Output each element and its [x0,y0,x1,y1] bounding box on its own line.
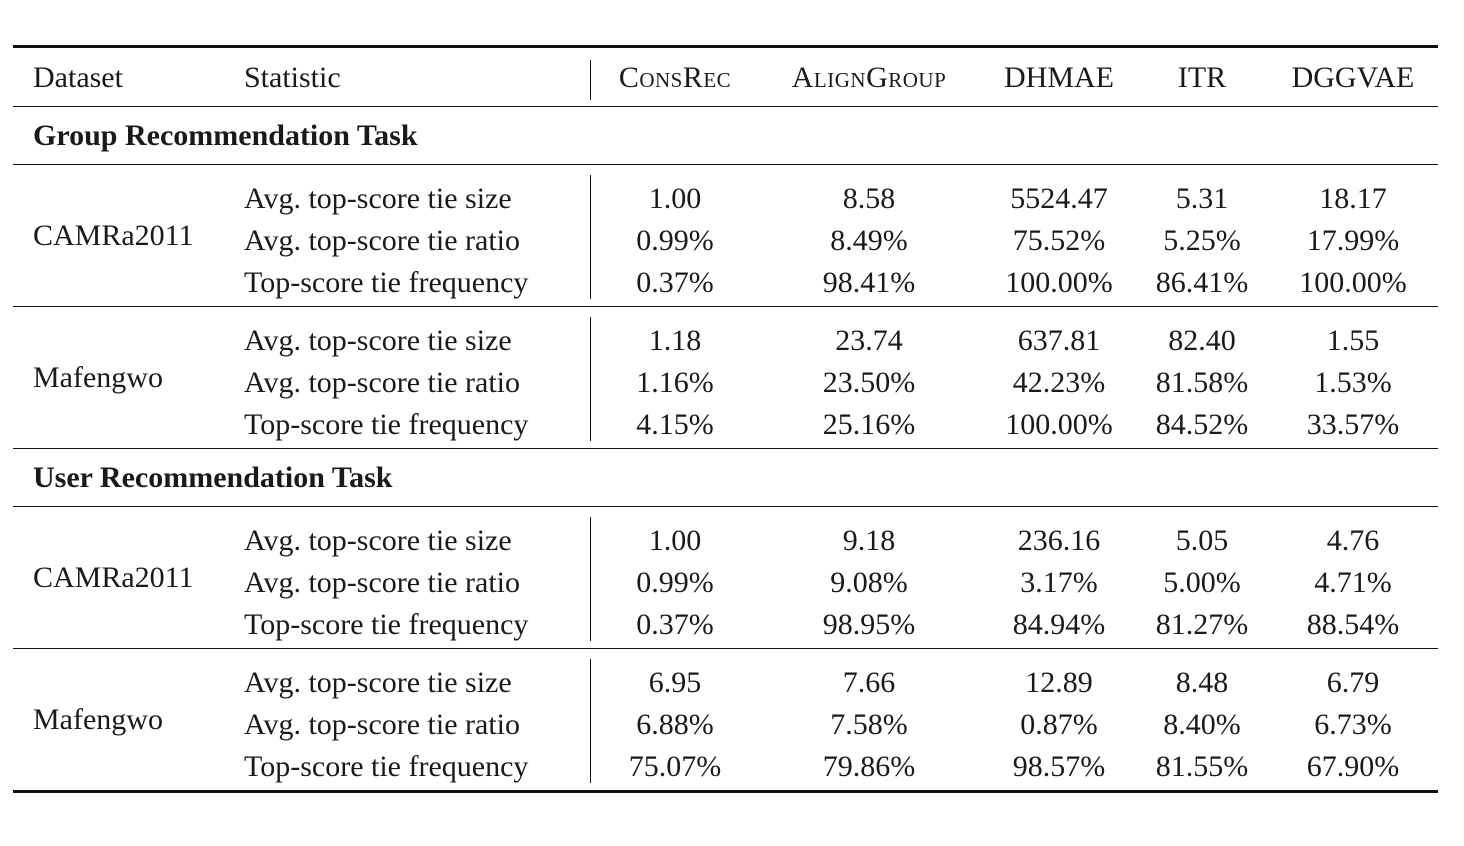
value-dggvae: 33.57% [1306,408,1400,441]
value-dhmae: 0.87% [1020,708,1098,741]
dataset-block [13,649,1438,790]
value-consrec: 6.95 [648,666,702,699]
value-dhmae: 236.16 [1017,524,1101,557]
value-itr: 86.41% [1155,266,1249,299]
value-consrec: 0.99% [636,566,714,599]
value-aligngroup: 8.49% [830,224,908,257]
statistic-label: Top-score tie frequency [244,408,529,441]
value-dhmae: 84.94% [1012,608,1106,641]
value-consrec: 1.18 [648,324,702,357]
header-model-itr: ITR [1177,61,1227,94]
value-dggvae: 6.73% [1314,708,1392,741]
value-itr: 8.40% [1163,708,1241,741]
header-model-dggvae: DGGVAE [1291,61,1415,94]
table-body [13,107,1438,790]
value-consrec: 1.16% [636,366,714,399]
value-aligngroup: 9.18 [842,524,896,557]
value-itr: 82.40 [1168,324,1236,357]
value-aligngroup: 7.66 [842,666,896,699]
header-model-dhmae: DHMAE [1004,61,1114,94]
table-row [13,743,1438,785]
statistic-label: Top-score tie frequency [244,750,529,783]
value-dhmae: 637.81 [1017,324,1101,357]
value-dhmae: 98.57% [1012,750,1106,783]
statistic-label: Avg. top-score tie size [244,666,512,699]
value-aligngroup: 25.16% [822,408,916,441]
value-consrec: 0.37% [636,608,714,641]
header-divider [590,60,591,100]
dataset-name: Mafengwo [33,703,163,736]
header-model-consrec: ConsRec [618,61,732,94]
value-itr: 5.25% [1163,224,1241,257]
value-dhmae: 75.52% [1012,224,1106,257]
value-consrec: 0.37% [636,266,714,299]
value-itr: 8.48 [1175,666,1229,699]
value-dggvae: 18.17 [1319,182,1387,215]
value-dhmae: 100.00% [1005,408,1113,441]
dataset-block [13,165,1438,306]
table-row [13,517,1438,559]
value-dggvae: 4.76 [1326,524,1380,557]
table-row [13,659,1438,701]
header-statistic: Statistic [244,61,341,94]
value-itr: 81.58% [1155,366,1249,399]
table-row [13,601,1438,643]
dataset-block [13,507,1438,648]
statistic-label: Top-score tie frequency [244,608,529,641]
section-title-row [13,107,1438,164]
value-consrec: 0.99% [636,224,714,257]
value-dggvae: 100.00% [1299,266,1407,299]
table-row [13,359,1438,401]
dataset-name: CAMRa2011 [33,219,194,252]
value-dggvae: 1.55 [1326,324,1380,357]
value-itr: 5.00% [1163,566,1241,599]
value-aligngroup: 23.50% [822,366,916,399]
value-dhmae: 100.00% [1005,266,1113,299]
dataset-name: Mafengwo [33,361,163,394]
value-aligngroup: 9.08% [830,566,908,599]
value-aligngroup: 23.74 [835,324,903,357]
table-row [13,701,1438,743]
value-dggvae: 1.53% [1314,366,1392,399]
dataset-block [13,307,1438,448]
statistic-label: Avg. top-score tie ratio [244,366,521,399]
statistic-label: Top-score tie frequency [244,266,529,299]
value-dhmae: 12.89 [1025,666,1093,699]
table-row [13,259,1438,301]
value-dggvae: 4.71% [1314,566,1392,599]
results-table [13,45,1438,793]
table-row [13,217,1438,259]
section-title-row [13,449,1438,506]
value-consrec: 1.00 [648,182,702,215]
bottom-rule [13,790,1438,793]
value-dhmae: 3.17% [1020,566,1098,599]
header-model-aligngroup: AlignGroup [791,61,947,94]
value-dggvae: 88.54% [1306,608,1400,641]
value-dggvae: 67.90% [1306,750,1400,783]
value-aligngroup: 8.58 [842,182,896,215]
table-row [13,175,1438,217]
value-aligngroup: 79.86% [822,750,916,783]
statistic-label: Avg. top-score tie size [244,182,512,215]
section-title: User Recommendation Task [33,461,393,494]
section-title: Group Recommendation Task [33,119,418,152]
table-row [13,317,1438,359]
value-dhmae: 5524.47 [1010,182,1108,215]
value-consrec: 75.07% [628,750,722,783]
value-consrec: 6.88% [636,708,714,741]
value-itr: 5.31 [1175,182,1229,215]
value-dggvae: 6.79 [1326,666,1380,699]
value-itr: 81.27% [1155,608,1249,641]
value-consrec: 1.00 [648,524,702,557]
value-dhmae: 42.23% [1012,366,1106,399]
value-itr: 84.52% [1155,408,1249,441]
value-aligngroup: 98.95% [822,608,916,641]
value-aligngroup: 7.58% [830,708,908,741]
header-row [13,48,1438,106]
statistic-label: Avg. top-score tie ratio [244,708,521,741]
dataset-name: CAMRa2011 [33,561,194,594]
statistic-label: Avg. top-score tie size [244,524,512,557]
statistic-label: Avg. top-score tie ratio [244,224,521,257]
value-itr: 81.55% [1155,750,1249,783]
table-row [13,401,1438,443]
statistic-label: Avg. top-score tie ratio [244,566,521,599]
value-consrec: 4.15% [636,408,714,441]
value-dggvae: 17.99% [1306,224,1400,257]
header-dataset: Dataset [33,61,123,94]
value-aligngroup: 98.41% [822,266,916,299]
table-row [13,559,1438,601]
statistic-label: Avg. top-score tie size [244,324,512,357]
value-itr: 5.05 [1175,524,1229,557]
